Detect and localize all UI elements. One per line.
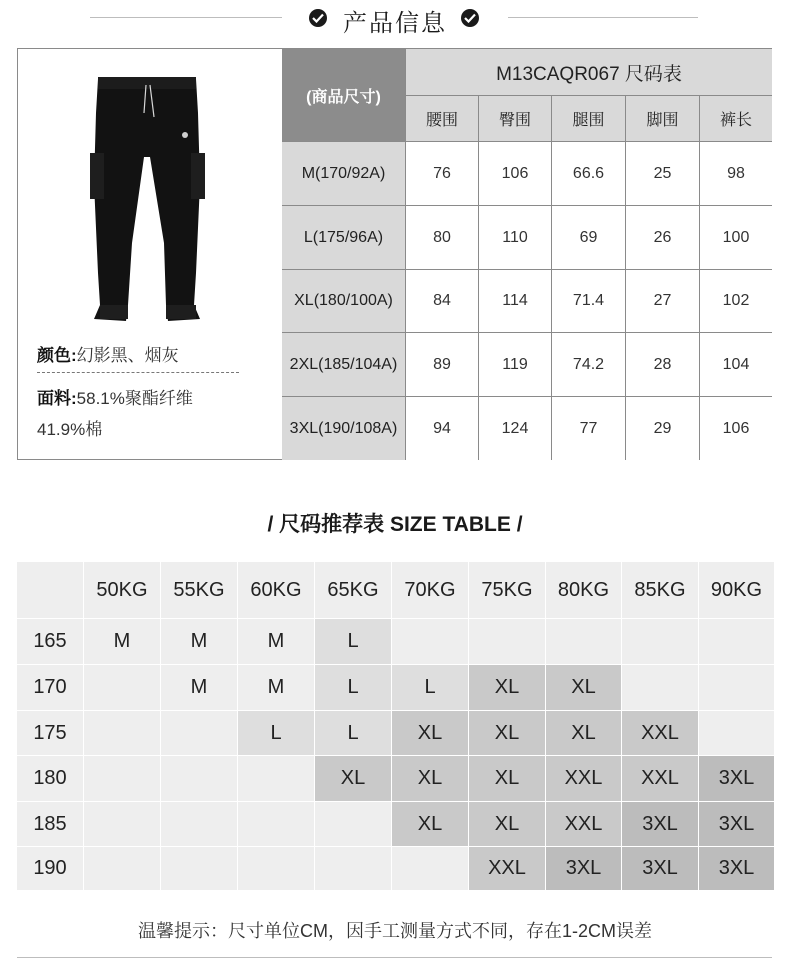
size-recommendation-cell: 3XL [622,847,698,890]
measurement-value: 119 [479,333,552,397]
measurement-value: 104 [700,333,772,397]
measurement-value: 100 [700,206,772,270]
size-recommendation-cell: L [392,665,468,710]
measurement-value: 25 [626,142,700,206]
size-recommendation-cell: XXL [546,802,621,846]
size-recommendation-cell: M [238,619,314,664]
size-recommendation-cell: XXL [622,711,698,755]
size-table-title: / 尺码推荐表 SIZE TABLE / [267,513,523,536]
measurement-value: 29 [626,397,700,460]
measurement-value: 71.4 [552,270,626,333]
measurement-value: 66.6 [552,142,626,206]
size-column-header: (商品尺寸) [282,49,406,142]
size-recommendation-cell: XL [392,756,468,801]
header-divider-right [508,17,698,18]
row-size-label: 2XL(185/104A) [282,333,406,397]
size-recommendation-cell: M [161,619,237,664]
size-recommendation-cell: XXL [546,756,621,801]
size-recommendation-cell: 3XL [699,802,774,846]
weight-header: 80KG [546,562,621,618]
measurement-value: 76 [406,142,479,206]
size-recommendation-cell [699,665,774,710]
size-recommendation-cell [622,665,698,710]
measurement-value: 27 [626,270,700,333]
color-info: 颜色:幻影黑、烟灰 [37,346,179,365]
size-recommendation-cell [84,665,160,710]
size-recommendation-cell [238,802,314,846]
weight-header: 85KG [622,562,698,618]
size-recommendation-cell [238,847,314,890]
measurement-value: 94 [406,397,479,460]
height-label: 185 [17,802,83,846]
column-header: 脚围 [626,96,700,142]
size-recommendation-cell: XL [469,756,545,801]
weight-header: 70KG [392,562,468,618]
size-recommendation-cell: 3XL [546,847,621,890]
size-recommendation-cell: XL [546,665,621,710]
size-recommendation-cell: 3XL [699,756,774,801]
measurement-value: 69 [552,206,626,270]
size-recommendation-cell [546,619,621,664]
height-label: 170 [17,665,83,710]
size-recommendation-cell: M [161,665,237,710]
measurement-value: 114 [479,270,552,333]
size-recommendation-cell [392,619,468,664]
row-size-label: 3XL(190/108A) [282,397,406,460]
measurement-value: 74.2 [552,333,626,397]
size-recommendation-cell [161,756,237,801]
size-recommendation-cell [238,756,314,801]
size-recommendation-cell [392,847,468,890]
measurement-value: 106 [479,142,552,206]
measurement-value: 28 [626,333,700,397]
size-recommendation-cell: XL [392,802,468,846]
weight-header: 60KG [238,562,314,618]
size-recommendation-cell [315,802,391,846]
measurement-value: 89 [406,333,479,397]
column-header: 腰围 [406,96,479,142]
measurement-value: 106 [700,397,772,460]
measurement-value: 80 [406,206,479,270]
size-recommendation-cell [84,711,160,755]
row-size-label: M(170/92A) [282,142,406,206]
size-recommendation-cell [315,847,391,890]
size-recommendation-cell [161,711,237,755]
section-title: 产品信息 [343,10,447,37]
measurement-value: 77 [552,397,626,460]
size-recommendation-cell: 3XL [699,847,774,890]
size-recommendation-cell: XXL [622,756,698,801]
size-recommendation-cell [84,756,160,801]
size-recommendation-cell: L [238,711,314,755]
dashed-divider [37,372,239,373]
size-recommendation-cell: 3XL [622,802,698,846]
fabric-info: 面料:58.1%聚酯纤维 [37,389,193,408]
weight-header: 65KG [315,562,391,618]
size-recommendation-cell: XL [315,756,391,801]
column-header: 腿围 [552,96,626,142]
height-label: 175 [17,711,83,755]
size-recommendation-cell [699,619,774,664]
weight-header: 75KG [469,562,545,618]
column-header: 裤长 [700,96,772,142]
weight-header: 55KG [161,562,237,618]
measurement-table-title: M13CAQR067 尺码表 [406,49,772,96]
measurement-value: 84 [406,270,479,333]
size-recommendation-cell: M [84,619,160,664]
size-recommendation-cell: L [315,711,391,755]
size-recommendation-cell: XL [469,802,545,846]
section-header [0,0,790,36]
row-size-label: L(175/96A) [282,206,406,270]
bottom-divider [17,957,772,958]
size-recommendation-cell [469,619,545,664]
column-header: 臀围 [479,96,552,142]
height-label: 180 [17,756,83,801]
height-label: 165 [17,619,83,664]
size-recommendation-cell [161,847,237,890]
measurement-note: 温馨提示：尺寸单位CM，因手工测量方式不同，存在1-2CM误差 [138,921,652,941]
size-recommendation-cell: M [238,665,314,710]
size-table-corner [17,562,83,618]
fabric-info-line2: 41.9%棉 [37,420,103,439]
measurement-value: 102 [700,270,772,333]
measurement-value: 26 [626,206,700,270]
size-recommendation-cell [699,711,774,755]
weight-header: 90KG [699,562,774,618]
measurement-value: 98 [700,142,772,206]
product-info-table [17,48,772,460]
size-recommendation-cell: XXL [469,847,545,890]
size-recommendation-cell: L [315,665,391,710]
size-recommendation-cell [84,847,160,890]
size-recommendation-cell [622,619,698,664]
size-recommendation-cell: L [315,619,391,664]
height-label: 190 [17,847,83,890]
weight-header: 50KG [84,562,160,618]
size-recommendation-cell [161,802,237,846]
size-recommendation-cell: XL [546,711,621,755]
row-size-label: XL(180/100A) [282,270,406,333]
product-panel [18,49,283,459]
size-recommendation-cell: XL [469,711,545,755]
check-circle-icon [461,9,479,27]
measurement-value: 110 [479,206,552,270]
size-recommendation-cell: XL [392,711,468,755]
measurement-value: 124 [479,397,552,460]
size-recommendation-cell: XL [469,665,545,710]
product-image [88,73,206,325]
size-recommendation-cell [84,802,160,846]
